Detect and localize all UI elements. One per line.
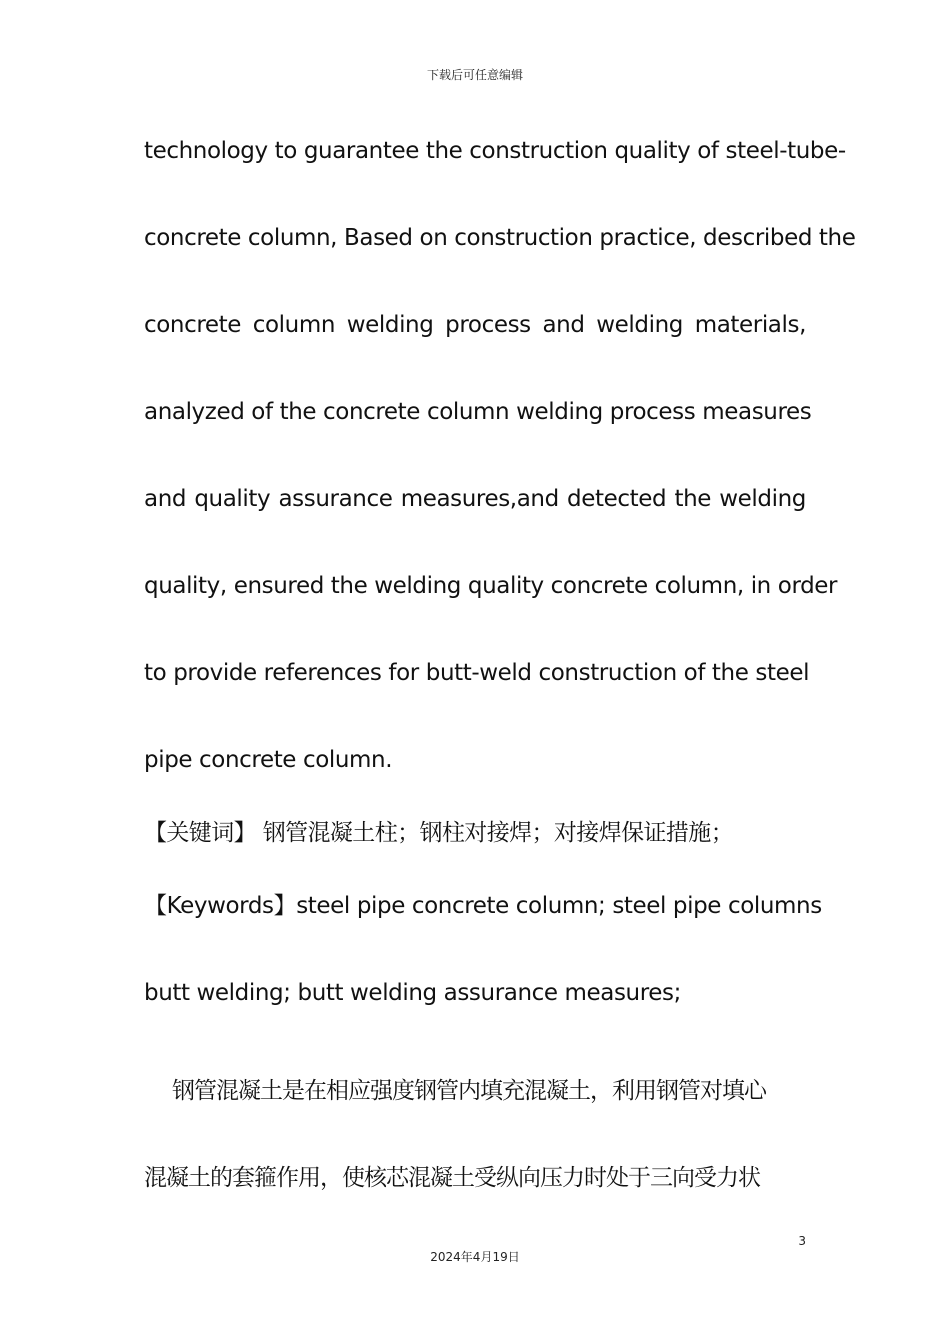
abstract-line: technology to guarantee the construction quality of steel-tube- [144, 138, 846, 164]
page-number: 3 [798, 1234, 806, 1248]
page-header: 下载后可任意编辑 [426, 68, 523, 82]
abstract-line: concrete column, Based on construction practice, described the [144, 225, 856, 251]
abstract-line: quality, ensured the welding quality concrete column, in order [144, 573, 838, 599]
body-paragraph-line: 钢管混凝土是在相应强度钢管内填充混凝土，利用钢管对填心 [172, 1078, 766, 1104]
abstract-line: to provide references for butt-weld construction of the steel [144, 660, 810, 686]
page-footer-date: 2024年4月19日 [430, 1250, 520, 1264]
abstract-line-last: pipe concrete column. [144, 747, 393, 773]
keywords-chinese: 【关键词】 钢管混凝土柱；钢柱对接焊；对接焊保证措施； [144, 820, 734, 846]
body-paragraph-line: 混凝土的套箍作用，使核芯混凝土受纵向压力时处于三向受力状 [144, 1165, 760, 1191]
abstract-line: analyzed of the concrete column welding process measures [144, 399, 812, 425]
keywords-english-line: butt welding; butt welding assurance measures; [144, 980, 681, 1006]
abstract-line: concrete column welding process and welding materials, [144, 312, 806, 338]
keywords-english-line: 【Keywords】steel pipe concrete column; steel pipe columns [144, 893, 822, 919]
abstract-line: and quality assurance measures,and detected the welding [144, 486, 806, 512]
